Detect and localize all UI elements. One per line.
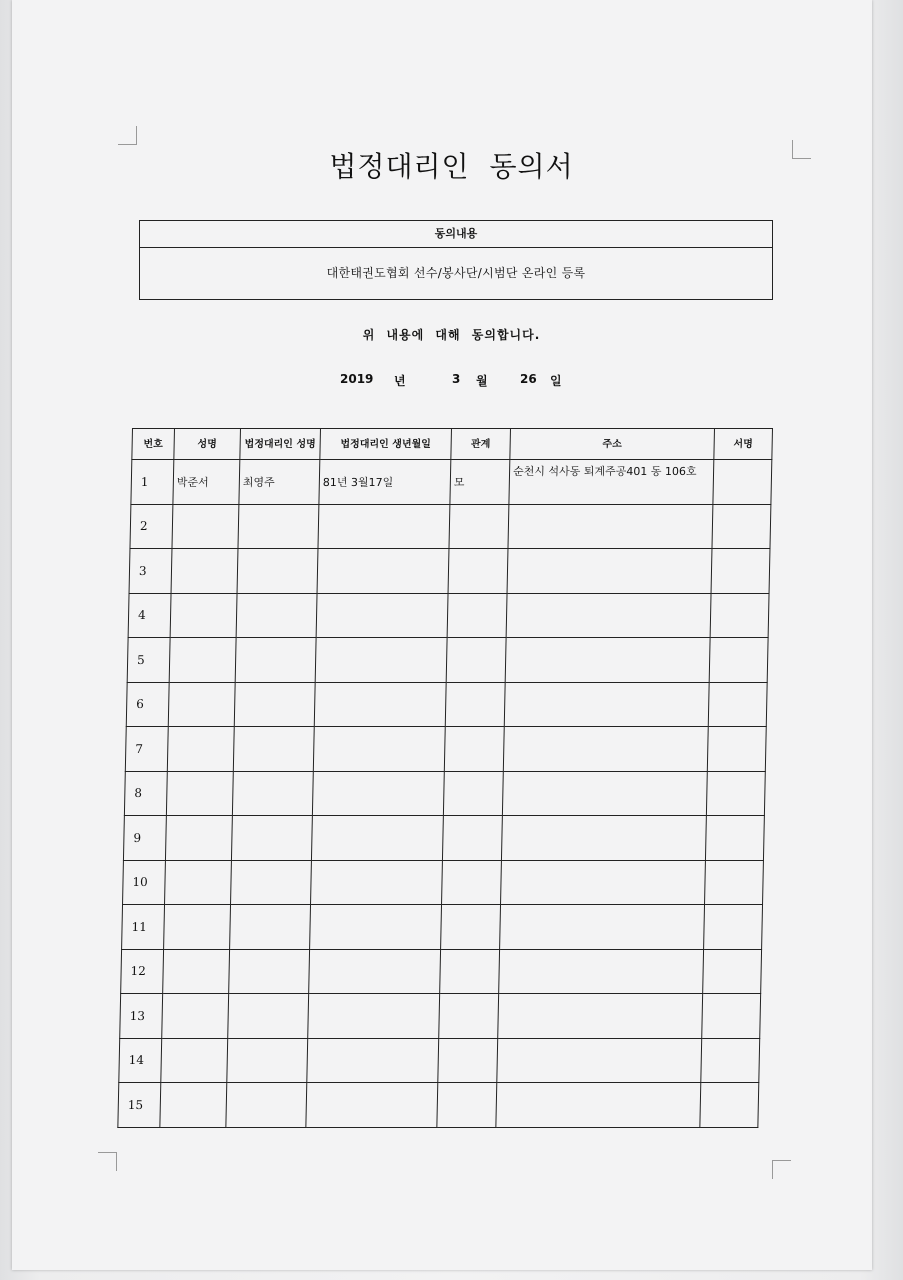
cell-guardian-name [228,994,309,1039]
cell-name [169,638,236,683]
header-name: 성명 [174,429,241,460]
cell-guardian-name [234,682,315,727]
cell-guardian-birth [316,593,448,638]
cell-address [500,905,705,950]
cell-name [161,1038,228,1083]
cell-guardian-birth [315,638,447,683]
cell-guardian-name [231,860,312,905]
cell-guardian-birth [313,727,445,772]
table-row [125,727,766,772]
margin-mark-bottom-left [98,1152,117,1171]
header-signature: 서명 [714,429,773,460]
cell-guardian-birth [307,1038,439,1083]
cell-guardian-birth [312,771,444,816]
cell-signature [704,905,763,950]
cell-relation [449,504,509,549]
cell-address [504,682,709,727]
table-row [126,682,767,727]
header-guardian-birth: 법정대리인 생년월일 [320,429,452,460]
cell-relation: 모 [450,460,510,505]
cell-name [163,949,230,994]
row-number: 13 [120,994,163,1039]
cell-relation [443,771,503,816]
date-month: 3 [452,372,461,386]
margin-mark-top-left [118,126,137,145]
cell-guardian-name [226,1083,307,1128]
cell-name [167,727,234,772]
cell-relation [440,949,500,994]
row-number: 15 [118,1083,161,1128]
document-title: 법정대리인 동의서 [329,150,574,183]
cell-relation [448,549,508,594]
date-day-unit: 일 [550,374,562,388]
cell-signature [705,860,764,905]
table-row [130,504,771,549]
table-row [124,771,765,816]
cell-address [505,638,710,683]
row-number: 8 [124,771,167,816]
cell-relation [439,994,499,1039]
row-number: 12 [121,949,164,994]
cell-guardian-name [232,771,313,816]
consent-box [139,220,773,300]
cell-signature [701,1038,760,1083]
cell-signature [711,549,770,594]
cell-signature [709,638,768,683]
row-number: 2 [130,504,173,549]
cell-signature [705,816,764,861]
cell-name [162,994,229,1039]
row-number: 1 [131,460,174,505]
cell-guardian-name [229,949,310,994]
cell-signature [703,949,762,994]
header-number: 번호 [132,429,175,460]
date-day: 26 [520,372,537,386]
cell-guardian-name [227,1038,308,1083]
table-row [121,949,762,994]
cell-guardian-birth [309,949,441,994]
cell-name [165,816,232,861]
cell-name [160,1083,227,1128]
cell-relation [441,905,501,950]
cell-guardian-name [235,638,316,683]
table-row [119,1038,760,1083]
cell-relation [437,1083,497,1128]
cell-signature [707,727,766,772]
date-year-unit: 년 [394,374,406,388]
cell-guardian-birth [311,816,443,861]
cell-guardian-name [236,593,317,638]
table-row [122,905,763,950]
table-row [131,460,772,505]
table-row [118,1083,759,1128]
cell-name [171,549,238,594]
table-row [123,860,764,905]
row-number: 9 [123,816,166,861]
row-number: 7 [125,727,168,772]
cell-guardian-birth [311,860,443,905]
agreement-text: 위 내용에 대해 동의합니다. [362,328,541,342]
row-number: 6 [126,682,169,727]
cell-address [497,1038,702,1083]
cell-address [506,593,711,638]
cell-relation [447,593,507,638]
cell-signature [710,593,769,638]
cell-guardian-birth [306,1083,438,1128]
row-number: 4 [128,593,171,638]
cell-name [170,593,237,638]
cell-address [503,727,708,772]
cell-signature [713,460,772,505]
cell-relation [444,727,504,772]
cell-address [508,504,713,549]
consent-content: 대한태권도협회 선수/봉사단/시범단 온라인 등록 [326,266,586,280]
row-number: 14 [119,1038,162,1083]
table-header-row [132,429,773,460]
table-row [128,593,769,638]
cell-signature [706,771,765,816]
cell-name [165,860,232,905]
cell-address [501,816,706,861]
guardian-table [117,428,773,1128]
cell-name: 박준서 [173,460,240,505]
cell-guardian-name [233,727,314,772]
cell-relation [446,638,506,683]
cell-guardian-birth [308,994,440,1039]
cell-relation [438,1038,498,1083]
header-address: 주소 [510,429,715,460]
table-row [120,994,761,1039]
cell-relation [445,682,505,727]
cell-address: 순천시 석사동 퇴계주공401 동 106호 [509,460,714,505]
table-row [129,549,770,594]
date-year: 2019 [340,372,374,386]
margin-mark-bottom-right [772,1160,791,1179]
cell-guardian-birth [317,549,449,594]
cell-guardian-name: 최영주 [239,460,320,505]
cell-name [172,504,239,549]
cell-name [166,771,233,816]
cell-guardian-birth: 81년 3월17일 [319,460,451,505]
cell-address [498,994,703,1039]
row-number: 3 [129,549,172,594]
cell-address [499,949,704,994]
cell-guardian-birth [310,905,442,950]
cell-signature [712,504,771,549]
cell-address [507,549,712,594]
cell-address [496,1083,701,1128]
table-row [123,816,764,861]
header-relation: 관계 [451,429,511,460]
cell-name [168,682,235,727]
cell-guardian-birth [314,682,446,727]
cell-address [501,860,706,905]
cell-signature [708,682,767,727]
cell-signature [700,1083,759,1128]
cell-guardian-name [230,905,311,950]
date-month-unit: 월 [476,374,488,388]
row-number: 5 [127,638,170,683]
cell-relation [442,816,502,861]
cell-guardian-birth [318,504,450,549]
cell-signature [702,994,761,1039]
cell-guardian-name [231,816,312,861]
cell-guardian-name [238,504,319,549]
table-row [127,638,768,683]
consent-header: 동의내용 [140,221,772,248]
header-guardian-name: 법정대리인 성명 [240,429,321,460]
cell-name [164,905,231,950]
row-number: 11 [122,905,165,950]
row-number: 10 [123,860,166,905]
cell-relation [442,860,502,905]
cell-address [502,771,707,816]
cell-guardian-name [237,549,318,594]
